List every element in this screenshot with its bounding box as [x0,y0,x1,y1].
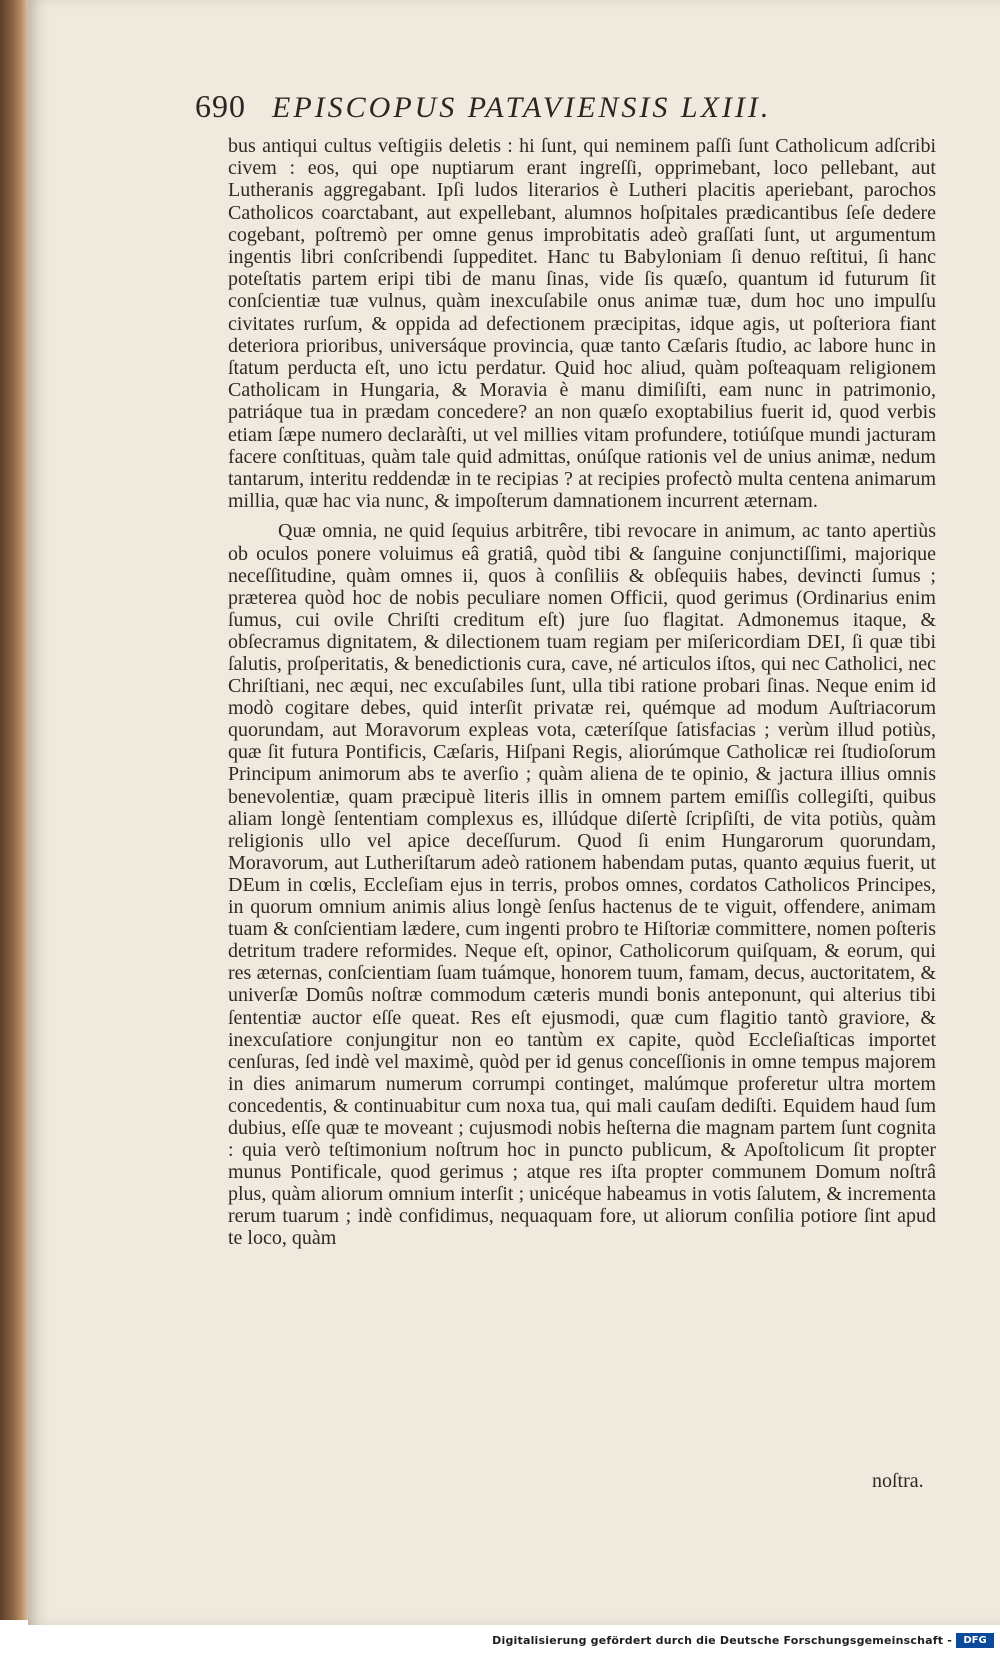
catchword: noſtra. [872,1470,924,1492]
digitization-note: Digitalisierung gefördert durch die Deutsche Forschungsgemeinschaft - [492,1634,952,1647]
paragraph: bus antiqui cultus veſtigiis deletis : hi ſunt, qui neminem paſſi ſunt Catholicum adſcribi civem : eos, qui ope nuptiarum erant ingreſſi, opprimebant, loco pellebant, aut Lutheranis aggregabant. Ipſi ludos literarios è Lutheri placitis aperiebant, parochos Catholicos coarctabant, aut expellebant, alumnos hoſpitales prædicantibus ſeſe dedere cogebant, poſtremò per omne genus improbitatis adeò graſſati ſunt, ut argumentum ingentis libri conſcribendi ſuppeditet. Hanc tu Babyloniam ſi denuo reſtitui, ſi hanc poteſtatis partem eripi tibi de manu ſinas, vide ſis quæſo, quantum id futurum ſit conſcientiæ tuæ vulnus, quàm inexcuſabile onus animæ tuæ, dum hoc uno impulſu civitates rurſum, & oppida ad defectionem præcipitas, idque agis, ut poſteriora fiant deteriora prioribus, universáque provincia, quæ tanto Cæſaris ſtudio, ac labore hunc in ſtatum perducta eſt, uno ictu perdatur. Quid hoc aliud, quàm poſteaquam religionem Catholicam in Hungaria, & Moravia è manu dimiſiſti, eam nunc in patrimonio, patriáque tua in prædam concedere? an non quæſo exoptabilius fuerit id, quod verbis etiam ſæpe numero declaràſti, ut vel millies vitam profundere, totiúſque mundi jacturam facere conſtituas, quàm tale quid admittas, onúſque rationis vel de unius animæ, nedum tantarum, interitu reddendæ in te recipias ? at recipies profectò multa centena animarum millia, quæ hac via nunc, & impoſterum damnationem incurrent æternam. [228,135,936,513]
footer-bar [0,1625,1000,1653]
page-header [195,88,875,138]
page-number: 690 [195,88,246,124]
body-text [228,135,936,1250]
running-title: EPISCOPUS PATAVIENSIS LXIII. [272,91,772,124]
paragraph: Quæ omnia, ne quid ſequius arbitrêre, tibi revocare in animum, ac tanto apertiùs ob oculos ponere voluimus eâ gratiâ, quòd tibi & ſanguine conjunctiſſimi, majorique neceſſitudine, quàm omnes ii, quos à conſiliis & obſequiis habes, devincti ſumus ; præterea quòd hoc de nobis peculiare nomen Officii, quod gerimus (Ordinarius enim ſumus, cui ovile Chriſti creditum eſt) jure ſuo flagitat. Admonemus itaque, & obſecramus dignitatem, & dilectionem tuam regiam per miſericordiam DEI, ſi quæ tibi ſalutis, proſperitatis, & benedictionis cura, cave, né articulos iſtos, qui nec Catholici, nec Chriſtiani, nec æqui, nec excuſabiles ſunt, ulla tibi ratione probari ſinas. Neque enim id modò cogitare debes, quid interſit privatæ rei, quémque ad modum Auſtriacorum quorundam, aut Moravorum expleas vota, cæteríſque ſatisfacias ; verùm illud potiùs, quæ ſit futura Pontificis, Cæſaris, Hiſpani Regis, aliorúmque Catholicæ rei ſtudioſorum Principum animorum abs te averſio ; quàm aliena de te opinio, & jactura illius omnis benevolentiæ, quam præcipuè literis illis in omnem partem emiſſis collegiſti, quibus aliam longè ſententiam complexus es, illúdque diſertè ſcripſiſti, de vita potiùs, quàm religionis ullo vel apice deceſſurum. Quod ſi enim Hungarorum quorundam, Moravorum, aut Lutheriſtarum adeò rationem habendam putas, quanto æquius fuerit, ut DEum in cœlis, Eccleſiam ejus in terris, probos omnes, cordatos Catholicos Principes, in quorum omnium animis alius longè ſenſus hactenus de te viguit, offendere, animam tuam & conſcientiam lædere, cum ingenti probro te Hiſtoriæ committere, nomen poſteris detritum tradere reformides. Neque eſt, opinor, Catholicorum quiſquam, & eorum, qui res æternas, conſcientiam ſuam tuámque, honorem tuum, famam, decus, auctoritatem, & univerſæ Domûs noſtræ commodum cæteris mundi bonis anteponunt, qui alterius tibi ſententiæ auctor eſſe queat. Res eſt ejusmodi, quæ cum flagitio tantò graviore, & inexcuſatiore conjungitur non eo tantùm ex capite, quòd Eccleſiaſticas importet cenſuras, ſed indè vel maximè, quòd per id genus conceſſionis in omne tempus majorem in dies animarum numerum corrumpi continget, malúmque proferetur ultra mortem concedentis, & continuabitur cum noxa tua, qui mali cauſam dediſti. Equidem haud ſum dubius, eſſe quæ te moveant ; cujusmodi nobis heſterna die magnam partem ſunt cognita : quia verò teſtimonium noſtrum hoc in puncto publicum, & Apoſtolicum ſit propter munus Pontificale, quod gerimus ; atque res iſta propter communem Domum noſtrâ plus, quàm aliorum omnium interſit ; unicéque habeamus in votis ſalutem, & incrementa rerum tuarum ; indè confidimus, nequaquam fore, ut aliorum conſilia potiore ſint apud te loco, quàm [228,520,936,1250]
book-spine-edge [0,0,28,1620]
dfg-logo-icon: DFG [956,1633,994,1648]
